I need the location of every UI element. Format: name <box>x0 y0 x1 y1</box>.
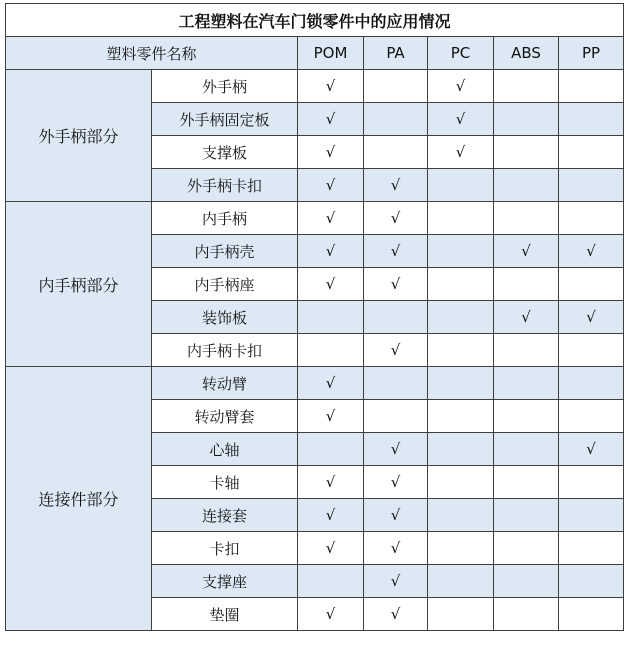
material-header-pp: PP <box>559 37 624 70</box>
check-mark: √ <box>586 242 596 260</box>
group-name: 连接件部分 <box>6 367 152 631</box>
material-cell-pom <box>298 334 364 367</box>
check-mark: √ <box>390 209 401 227</box>
material-cell-pom <box>298 103 364 136</box>
check-mark: √ <box>325 275 336 293</box>
material-header-abs: ABS <box>494 37 559 70</box>
material-cell-abs <box>494 334 559 367</box>
table-body <box>6 70 624 631</box>
material-cell-pc <box>428 565 494 598</box>
material-cell-pom <box>298 136 364 169</box>
check-mark: √ <box>325 374 336 392</box>
material-cell-pom <box>298 598 364 631</box>
check-mark: √ <box>521 308 531 326</box>
material-cell-pa <box>364 202 428 235</box>
check-mark: √ <box>586 440 596 458</box>
material-cell-abs <box>494 235 559 268</box>
material-cell-abs <box>494 598 559 631</box>
check-mark: √ <box>586 308 596 326</box>
material-cell-pa <box>364 466 428 499</box>
part-name: 装饰板 <box>152 301 298 334</box>
material-cell-pc <box>428 334 494 367</box>
part-name: 内手柄 <box>152 202 298 235</box>
part-name: 支撑板 <box>152 136 298 169</box>
material-cell-abs <box>494 169 559 202</box>
material-cell-pc <box>428 70 494 103</box>
material-cell-abs <box>494 70 559 103</box>
check-mark: √ <box>325 473 336 491</box>
check-mark: √ <box>521 242 531 260</box>
part-name: 垫圈 <box>152 598 298 631</box>
material-cell-pom <box>298 466 364 499</box>
check-mark: √ <box>390 605 401 623</box>
part-name: 内手柄壳 <box>152 235 298 268</box>
material-header-pom: POM <box>298 37 364 70</box>
material-cell-pa <box>364 334 428 367</box>
material-header-pc: PC <box>428 37 494 70</box>
part-name: 内手柄卡扣 <box>152 334 298 367</box>
check-mark: √ <box>390 572 401 590</box>
check-mark: √ <box>325 143 336 161</box>
material-cell-pa <box>364 301 428 334</box>
material-cell-pa <box>364 70 428 103</box>
check-mark: √ <box>390 506 401 524</box>
material-cell-pom <box>298 400 364 433</box>
material-cell-pp <box>559 169 624 202</box>
check-mark: √ <box>325 176 336 194</box>
material-cell-pom <box>298 367 364 400</box>
check-mark: √ <box>325 209 336 227</box>
material-cell-pa <box>364 136 428 169</box>
material-cell-pa <box>364 598 428 631</box>
part-name: 支撑座 <box>152 565 298 598</box>
material-cell-pom <box>298 565 364 598</box>
material-cell-pc <box>428 103 494 136</box>
material-cell-pc <box>428 433 494 466</box>
table-row <box>6 367 624 400</box>
material-cell-pc <box>428 301 494 334</box>
table-title: 工程塑料在汽车门锁零件中的应用情况 <box>6 4 624 37</box>
material-cell-abs <box>494 202 559 235</box>
material-cell-pc <box>428 598 494 631</box>
material-cell-pp <box>559 103 624 136</box>
material-cell-pa <box>364 433 428 466</box>
material-cell-pa <box>364 400 428 433</box>
material-cell-pp <box>559 400 624 433</box>
check-mark: √ <box>325 539 336 557</box>
table-row <box>6 70 624 103</box>
check-mark: √ <box>390 473 401 491</box>
part-name: 卡扣 <box>152 532 298 565</box>
part-name: 转动臂 <box>152 367 298 400</box>
header-row <box>6 37 624 70</box>
material-cell-pc <box>428 169 494 202</box>
part-name: 外手柄固定板 <box>152 103 298 136</box>
material-cell-abs <box>494 367 559 400</box>
table-container <box>5 3 624 631</box>
group-name: 内手柄部分 <box>6 202 152 367</box>
material-cell-pp <box>559 268 624 301</box>
material-cell-pc <box>428 499 494 532</box>
part-name: 连接套 <box>152 499 298 532</box>
material-cell-pom <box>298 268 364 301</box>
material-cell-pp <box>559 202 624 235</box>
material-cell-pc <box>428 268 494 301</box>
material-cell-pc <box>428 235 494 268</box>
material-cell-pp <box>559 334 624 367</box>
check-mark: √ <box>455 110 466 128</box>
check-mark: √ <box>325 407 336 425</box>
material-cell-abs <box>494 136 559 169</box>
material-cell-pc <box>428 202 494 235</box>
material-header-pa: PA <box>364 37 428 70</box>
material-cell-pp <box>559 598 624 631</box>
material-cell-abs <box>494 301 559 334</box>
material-cell-abs <box>494 433 559 466</box>
material-cell-abs <box>494 565 559 598</box>
material-cell-pom <box>298 499 364 532</box>
material-cell-abs <box>494 103 559 136</box>
material-cell-pa <box>364 235 428 268</box>
part-name: 卡轴 <box>152 466 298 499</box>
material-cell-pa <box>364 103 428 136</box>
material-cell-pom <box>298 202 364 235</box>
material-cell-pc <box>428 136 494 169</box>
check-mark: √ <box>325 77 336 95</box>
material-cell-pp <box>559 499 624 532</box>
group-name: 外手柄部分 <box>6 70 152 202</box>
check-mark: √ <box>390 275 401 293</box>
material-cell-pp <box>559 136 624 169</box>
material-cell-pa <box>364 532 428 565</box>
material-cell-pc <box>428 466 494 499</box>
check-mark: √ <box>325 605 336 623</box>
material-cell-pom <box>298 169 364 202</box>
material-cell-abs <box>494 268 559 301</box>
material-cell-pp <box>559 532 624 565</box>
part-name: 外手柄 <box>152 70 298 103</box>
materials-table <box>5 3 624 631</box>
material-cell-pa <box>364 169 428 202</box>
material-cell-pp <box>559 433 624 466</box>
part-name: 外手柄卡扣 <box>152 169 298 202</box>
material-cell-pa <box>364 367 428 400</box>
part-name: 心轴 <box>152 433 298 466</box>
material-cell-pp <box>559 235 624 268</box>
material-cell-abs <box>494 532 559 565</box>
material-cell-pp <box>559 466 624 499</box>
material-cell-pom <box>298 70 364 103</box>
material-cell-abs <box>494 499 559 532</box>
material-cell-pp <box>559 301 624 334</box>
material-cell-pc <box>428 367 494 400</box>
check-mark: √ <box>390 341 401 359</box>
check-mark: √ <box>325 110 336 128</box>
material-cell-pom <box>298 433 364 466</box>
check-mark: √ <box>390 440 401 458</box>
check-mark: √ <box>390 176 401 194</box>
part-name: 转动臂套 <box>152 400 298 433</box>
check-mark: √ <box>390 242 401 260</box>
check-mark: √ <box>390 539 401 557</box>
material-cell-pp <box>559 70 624 103</box>
material-cell-abs <box>494 400 559 433</box>
check-mark: √ <box>455 143 466 161</box>
check-mark: √ <box>455 77 466 95</box>
material-cell-pom <box>298 301 364 334</box>
table-row <box>6 202 624 235</box>
check-mark: √ <box>325 506 336 524</box>
material-cell-pa <box>364 565 428 598</box>
material-cell-pa <box>364 268 428 301</box>
part-name-header: 塑料零件名称 <box>6 37 298 70</box>
material-cell-pc <box>428 532 494 565</box>
material-cell-abs <box>494 466 559 499</box>
material-cell-pom <box>298 532 364 565</box>
part-name: 内手柄座 <box>152 268 298 301</box>
material-cell-pc <box>428 400 494 433</box>
material-cell-pom <box>298 235 364 268</box>
check-mark: √ <box>325 242 336 260</box>
material-cell-pa <box>364 499 428 532</box>
material-cell-pp <box>559 367 624 400</box>
material-cell-pp <box>559 565 624 598</box>
